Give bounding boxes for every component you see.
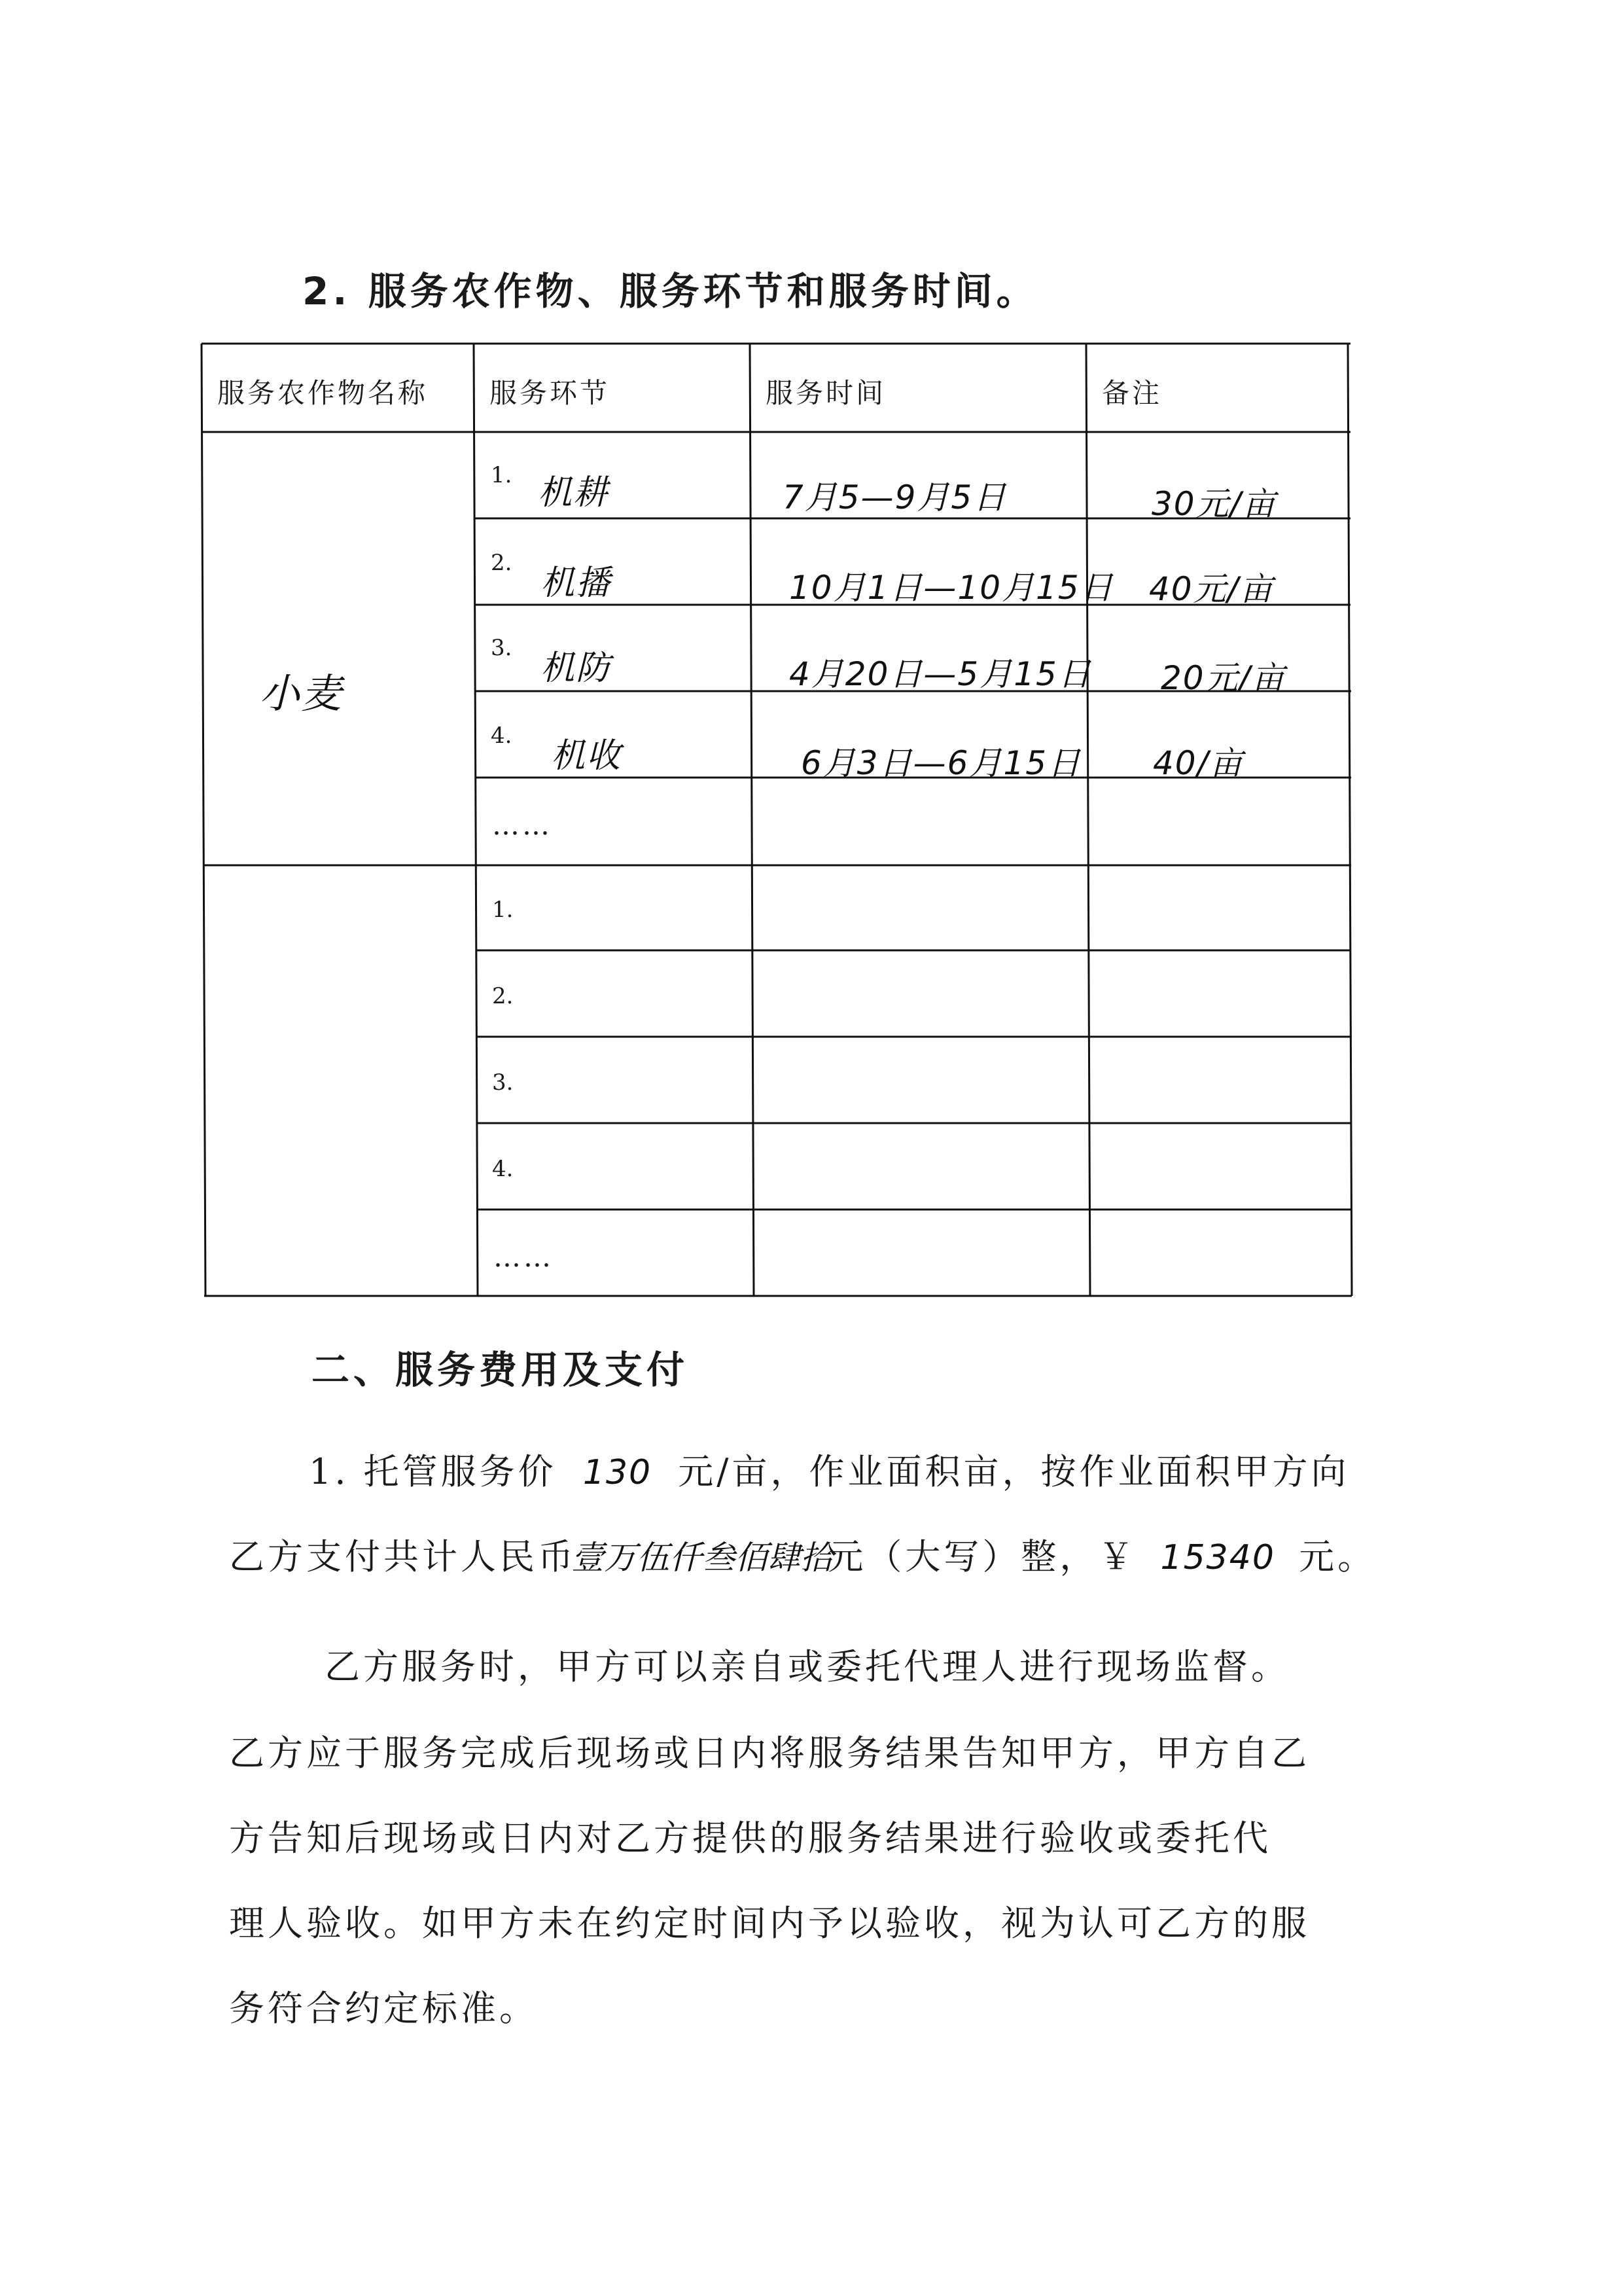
header-note: 备注 <box>1102 377 1163 409</box>
row-number: 1. <box>492 897 514 923</box>
service-step: 机耕 <box>538 473 609 512</box>
service-time: 6月3日—6月15日 <box>801 744 1082 782</box>
header-step: 服务环节 <box>489 377 610 409</box>
service-step: 机播 <box>540 564 612 603</box>
row-number: 4. <box>491 723 512 749</box>
payment-text: 乙方支付共计人民币 <box>229 1536 576 1577</box>
service-note: 40元/亩 <box>1149 570 1274 608</box>
row-number: 2. <box>492 983 514 1009</box>
service-note: 40/亩 <box>1153 744 1244 782</box>
header-crop: 服务农作物名称 <box>217 377 429 409</box>
row-number: 3. <box>492 1069 514 1096</box>
payment-text: 元/亩，作业面积亩，按作业面积甲方向 <box>678 1451 1350 1492</box>
payment-text: 1. 托管服务价 <box>309 1451 557 1492</box>
price-handwritten: 130 <box>582 1453 652 1492</box>
service-step: 机防 <box>540 649 612 688</box>
supervision-line-1: 乙方服务时，甲方可以亲自或委托代理人进行现场监督。 <box>325 1646 1290 1687</box>
service-note: 20元/亩 <box>1161 659 1286 697</box>
service-note: 30元/亩 <box>1152 485 1277 523</box>
crop-name: 小麦 <box>259 670 344 717</box>
amount-handwritten: 15340 <box>1160 1538 1275 1577</box>
payment-text: 元（大写）整，￥ <box>828 1536 1137 1577</box>
row-number: 2. <box>491 550 512 576</box>
row-number: 3. <box>491 635 512 661</box>
payment-line-1 <box>309 1444 1350 1494</box>
section-heading: 2. 服务农作物、服务环节和服务时间。 <box>302 269 1038 314</box>
header-time: 服务时间 <box>766 377 887 409</box>
amount-words-handwritten: 壹万伍仟叁佰肆拾 <box>571 1539 834 1577</box>
row-number: …… <box>492 809 552 841</box>
supervision-line-2: 乙方应于服务完成后现场或日内将服务结果告知甲方，甲方自乙 <box>229 1732 1310 1774</box>
service-time: 10月1日—10月15日 <box>789 569 1114 607</box>
supervision-line-4: 理人验收。如甲方未在约定时间内予以验收，视为认可乙方的服 <box>229 1903 1310 1944</box>
payment-text: 元。 <box>1299 1536 1377 1577</box>
service-step: 机收 <box>551 736 622 776</box>
service-time: 4月20日—5月15日 <box>789 655 1092 693</box>
part2-heading: 二、服务费用及支付 <box>311 1348 689 1392</box>
row-number: …… <box>493 1241 554 1273</box>
payment-line-2 <box>229 1529 1376 1579</box>
supervision-line-3: 方告知后现场或日内对乙方提供的服务结果进行验收或委托代 <box>229 1818 1271 1859</box>
row-number: 4. <box>492 1156 514 1182</box>
supervision-line-5: 务符合约定标准。 <box>229 1988 538 2029</box>
row-number: 1. <box>491 462 512 488</box>
service-time: 7月5—9月5日 <box>783 478 1008 516</box>
